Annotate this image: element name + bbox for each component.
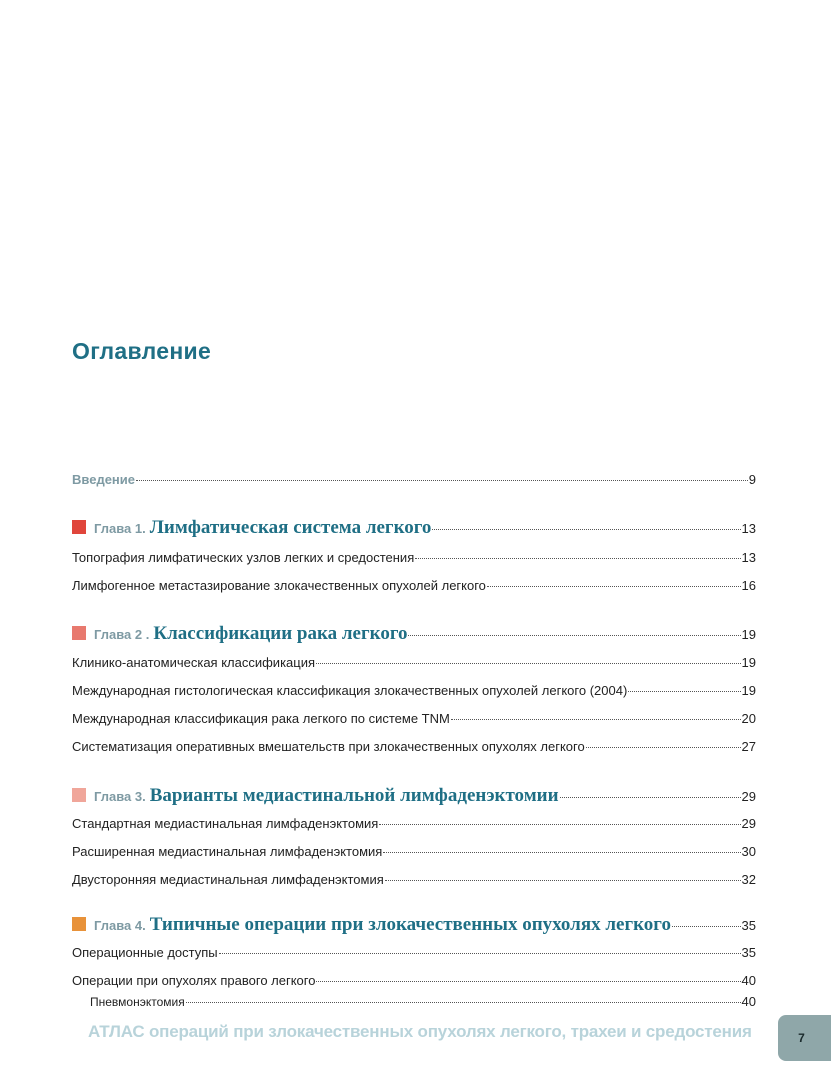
- toc-entry-label: Международная классификация рака легкого по системе TNM: [72, 711, 450, 726]
- toc-intro[interactable]: [72, 472, 756, 487]
- toc-chapter-2[interactable]: [72, 623, 756, 645]
- dot-leader: [316, 981, 740, 982]
- chapter-color-square: [72, 520, 86, 534]
- toc-chapter-3[interactable]: [72, 785, 756, 807]
- dot-leader: [560, 797, 741, 798]
- toc-chapter-1[interactable]: [72, 517, 756, 539]
- toc-entry[interactable]: [72, 739, 756, 754]
- chapter-title: Классификации рака легкого: [153, 623, 408, 644]
- chapter-page: 19: [741, 627, 756, 642]
- toc-intro-label: Введение: [72, 472, 135, 487]
- chapter-title: Варианты медиастинальной лимфаденэктомии: [149, 785, 559, 806]
- toc-entry-page: 20: [741, 711, 756, 726]
- toc-entry-label: Топография лимфатических узлов легких и средостения: [72, 550, 415, 565]
- dot-leader: [672, 926, 741, 927]
- dot-leader: [451, 719, 741, 720]
- dot-leader: [628, 691, 740, 692]
- dot-leader: [487, 586, 741, 587]
- toc-entry-label: Международная гистологическая классификация злокачественных опухолей легкого (2004): [72, 683, 628, 698]
- dot-leader: [408, 635, 740, 636]
- toc-entry-label: Систематизация оперативных вмешательств при злокачественных опухолях легкого: [72, 739, 585, 754]
- toc-subentry-label: Пневмонэктомия: [90, 995, 185, 1009]
- toc-entry[interactable]: [72, 578, 756, 593]
- dot-leader: [385, 880, 741, 881]
- dot-leader: [219, 953, 741, 954]
- toc-entry-page: 40: [741, 973, 756, 988]
- toc-entry-page: 19: [741, 683, 756, 698]
- toc-entry-label: Операционные доступы: [72, 945, 218, 960]
- toc-entry-label: Стандартная медиастинальная лимфаденэктомия: [72, 816, 379, 831]
- chapter-title: Лимфатическая система легкого: [149, 517, 432, 538]
- toc-entry[interactable]: [72, 816, 756, 831]
- dot-leader: [316, 663, 741, 664]
- toc-entry[interactable]: [72, 711, 756, 726]
- chapter-prefix: Глава 1.: [94, 521, 146, 536]
- toc-entry[interactable]: [72, 683, 756, 698]
- toc-entry[interactable]: [72, 844, 756, 859]
- page-number: 7: [798, 1031, 805, 1045]
- toc-entry-page: 30: [741, 844, 756, 859]
- toc-entry-label: Лимфогенное метастазирование злокачественных опухолей легкого: [72, 578, 486, 593]
- dot-leader: [136, 480, 748, 481]
- chapter-prefix: Глава 4.: [94, 918, 146, 933]
- toc-chapter-4[interactable]: [72, 914, 756, 936]
- toc-intro-page: 9: [748, 472, 756, 487]
- dot-leader: [379, 824, 740, 825]
- chapter-color-square: [72, 626, 86, 640]
- chapter-title: Типичные операции при злокачественных опухолях легкого: [149, 914, 671, 935]
- toc-entry-page: 32: [741, 872, 756, 887]
- page-number-tab: [778, 1015, 831, 1061]
- chapter-color-square: [72, 788, 86, 802]
- toc-entry[interactable]: [72, 550, 756, 565]
- toc-entry-label: Клинико-анатомическая классификация: [72, 655, 316, 670]
- dot-leader: [415, 558, 740, 559]
- dot-leader: [432, 529, 740, 530]
- page-title: Оглавление: [72, 338, 212, 364]
- toc-subentry[interactable]: [90, 994, 756, 1009]
- chapter-color-square: [72, 917, 86, 931]
- toc-entry[interactable]: [72, 945, 756, 960]
- toc-entry[interactable]: [72, 973, 756, 988]
- dot-leader: [586, 747, 741, 748]
- chapter-prefix: Глава 3.: [94, 789, 146, 804]
- dot-leader: [383, 852, 740, 853]
- toc-entry[interactable]: [72, 872, 756, 887]
- toc-entry-page: 35: [741, 945, 756, 960]
- chapter-page: 29: [741, 789, 756, 804]
- toc-entry-page: 27: [741, 739, 756, 754]
- chapter-page: 35: [741, 918, 756, 933]
- toc-subentry-page: 40: [741, 994, 756, 1009]
- running-footer-title: АТЛАС операций при злокачественных опухолях легкого, трахеи и средостения: [88, 1022, 752, 1041]
- toc-entry-label: Операции при опухолях правого легкого: [72, 973, 316, 988]
- toc-entry-page: 13: [741, 550, 756, 565]
- chapter-page: 13: [741, 521, 756, 536]
- dot-leader: [186, 1002, 741, 1003]
- toc-entry-page: 19: [741, 655, 756, 670]
- toc-entry-page: 16: [741, 578, 756, 593]
- chapter-prefix: Глава 2 .: [94, 627, 150, 642]
- toc-entry-label: Двусторонняя медиастинальная лимфаденэктомия: [72, 872, 384, 887]
- toc-entry-label: Расширенная медиастинальная лимфаденэктомия: [72, 844, 383, 859]
- toc-entry[interactable]: [72, 655, 756, 670]
- toc-entry-page: 29: [741, 816, 756, 831]
